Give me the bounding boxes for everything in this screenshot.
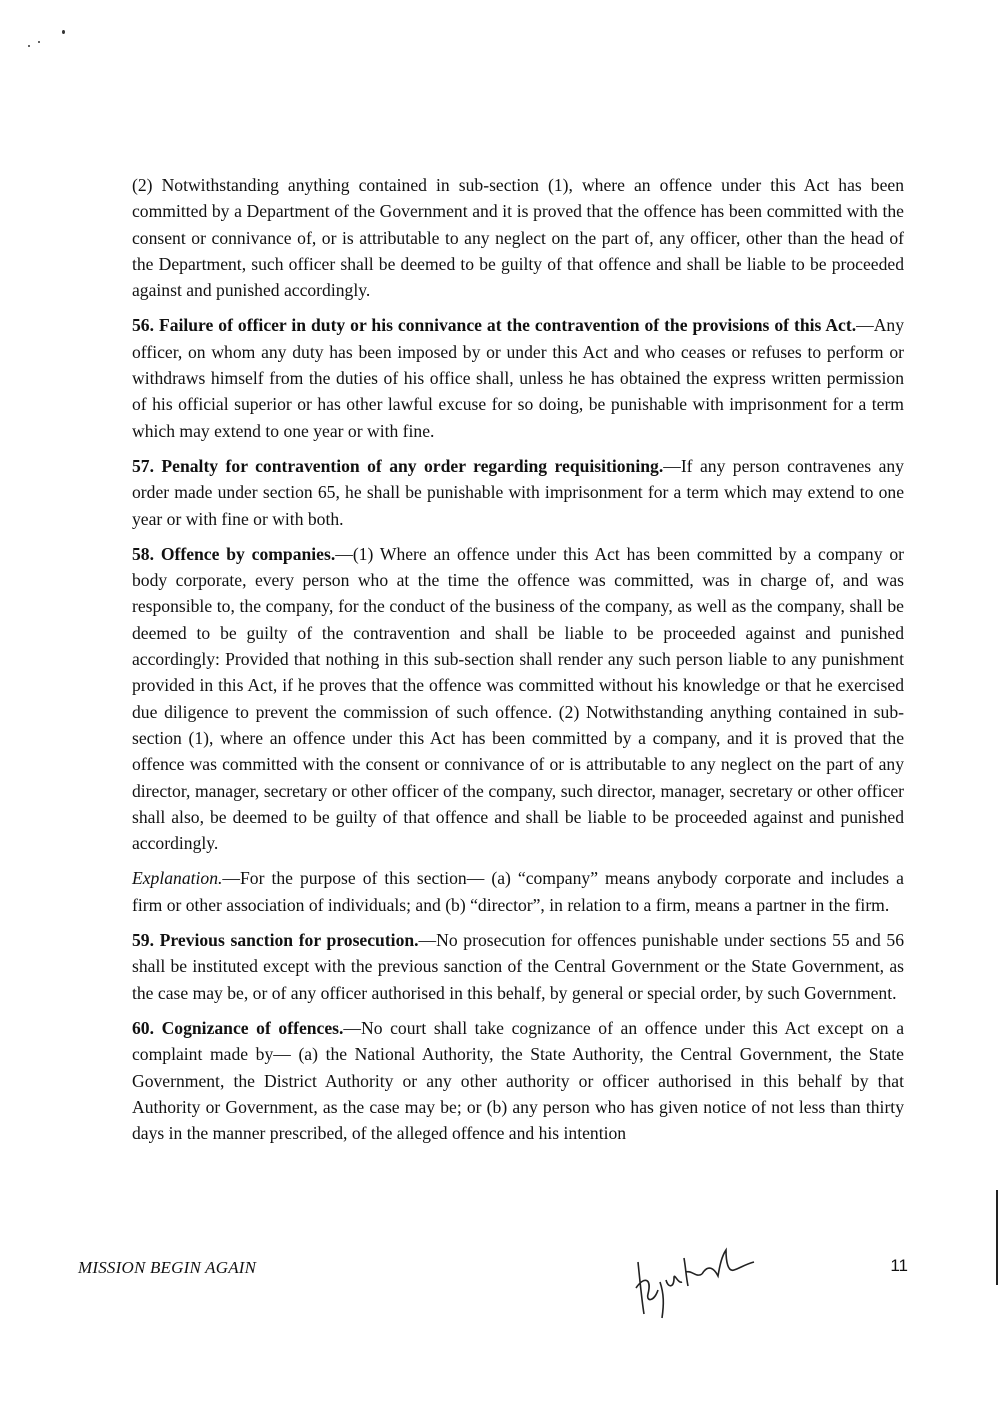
section-text: —No prosecution for offences punishable under sections 55 and 56 shall be instituted except with the previous sanction of the Central Government or the State Government, as the case may be, or of any officer authorised in this behalf, by general or special order, by such Government. bbox=[132, 930, 904, 1003]
section-heading: 58. Offence by companies. bbox=[132, 543, 336, 564]
scan-speck bbox=[28, 45, 30, 47]
footer-slogan: MISSION BEGIN AGAIN bbox=[78, 1258, 257, 1277]
handwritten-signature bbox=[630, 1242, 760, 1322]
section-text: —No court shall take cognizance of an offence under this Act except on a complaint made by— (a) the National Authority, the State Authority, the Central Government, the State Government, the District Authority or any other authority or officer authorised in this behalf by that Authority or Government, as the case may be; or (b) any person who has given notice of not less than thirty days in the manner prescribed, of the alleged offence and his intention bbox=[132, 1017, 905, 1144]
scan-edge-line bbox=[996, 1190, 998, 1285]
explanation-paragraph bbox=[132, 865, 904, 918]
section-text: —(1) Where an offence under this Act has been committed by a company or body corporate, every person who at the time the offence was committed, was in charge of, and was responsible to, the company, for the conduct of the business of the company, as well as the company, shall be deemed to be guilty of the contravention and shall be liable to be proceeded against and punished accordingly: Provided that nothing in this sub-section shall render any such person liable to any punishment provided in this Act, if he proves that the offence was committed without his knowledge or that he exercised due diligence to prevent the commission of such offence. (2) Notwithstanding anything contained in sub-section (1), where an offence under this Act has been committed by a company, and it is proved that the offence was committed with the consent or connivance of or is attributable to any neglect on the part of any director, manager, secretary or other officer of the company, such director, manager, secretary or other officer shall also, be deemed to be guilty of that offence and shall be liable to be proceeded against and punished accordingly. bbox=[132, 543, 904, 854]
section-text: —Any officer, on whom any duty has been imposed by or under this Act and who ceases or refuses to perform or withdraws himself from the duties of his office shall, unless he has obtained the express written permission of his official superior or has other lawful excuse for so doing, be punishable with imprisonment for a term which may extend to one year or with fine. bbox=[132, 315, 904, 441]
section-heading: 59. Previous sanction for prosecution. bbox=[132, 930, 419, 951]
document-body bbox=[132, 172, 904, 1155]
section-59 bbox=[132, 927, 904, 1006]
page-number: 11 bbox=[890, 1256, 908, 1275]
section-text: —If any person contravenes any order made under section 65, he shall be punishable with imprisonment for a term which may extend to one year or with fine or with both. bbox=[132, 455, 904, 529]
paragraph-text: (2) Notwithstanding anything contained in sub-section (1), where an offence under this Act has been committed by a Department of the Government and it is proved that the offence has been committed with the consent or connivance of, or is attributable to any neglect on the part of, any officer, other than the head of the Department, such officer shall be deemed to be guilty of that offence and shall be liable to be proceeded against and punished accordingly. bbox=[132, 175, 904, 301]
paragraph-55-2 bbox=[132, 172, 904, 303]
scan-speck bbox=[38, 41, 40, 43]
section-heading: 60. Cognizance of offences. bbox=[132, 1017, 344, 1038]
section-heading: 57. Penalty for contravention of any order regarding requisitioning. bbox=[132, 455, 664, 476]
section-60 bbox=[132, 1015, 904, 1146]
explanation-text: —For the purpose of this section— (a) “company” means anybody corporate and includes a firm or other association of individuals; and (b) “director”, in relation to a firm, means a partner in the firm. bbox=[132, 868, 904, 915]
explanation-heading: Explanation. bbox=[132, 868, 223, 889]
section-heading: 56. Failure of officer in duty or his connivance at the contravention of the provisions of this Act. bbox=[132, 315, 857, 336]
section-56 bbox=[132, 312, 904, 443]
section-58 bbox=[132, 541, 904, 857]
section-57 bbox=[132, 453, 904, 532]
scan-speck bbox=[62, 30, 65, 34]
